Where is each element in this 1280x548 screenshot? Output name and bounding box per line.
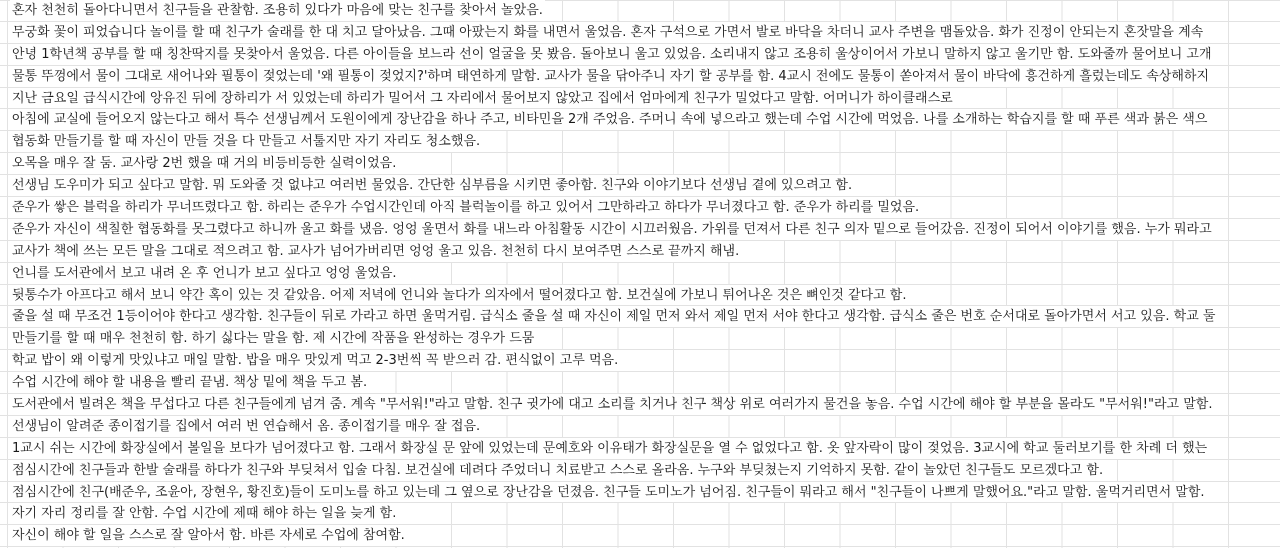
table-cell[interactable]: 점심시간에 친구들과 한발 술래를 하다가 친구와 부딪쳐서 입술 다침. 보건실에 데려다 주었더니 치료받고 스스로 올라옴. 누구와 부딪쳤는지 기억하지 못함. 같이 놀았던 친구들도 모르겠다고 함. [10, 460, 1105, 481]
table-cell[interactable]: 만들기를 할 때 매우 천천히 함. 하기 싫다는 말을 함. 제 시간에 작품을 완성하는 경우가 드뭄 [10, 328, 536, 349]
table-cell[interactable]: 협동화 만들기를 할 때 자신이 만들 것을 다 만들고 서툴지만 자기 자리도 청소했음. [10, 131, 482, 152]
table-cell[interactable]: 자기 자리 정리를 잘 안함. 수업 시간에 제때 해야 하는 일을 늦게 함. [10, 503, 398, 524]
table-cell[interactable]: 준우가 자신이 색칠한 협동화를 못그렸다고 하니까 울고 화를 냈음. 엉엉 울면서 화를 내느라 아침활동 시간이 시끄러웠음. 가위를 던져서 다른 친구 의자 밑으로 들어갔음. 진정이 되어서 이야기를 했음. 누가 뭐라고 [10, 219, 1214, 240]
table-cell[interactable]: 무궁화 꽃이 피었습니다 놀이를 할 때 친구가 술래를 한 대 치고 달아났음. 그때 아팠는지 화를 내면서 울었음. 혼자 구석으로 가면서 발로 바닥을 차더니 교사 주변을 맴돌았음. 화가 진정이 안되는지 혼잣말을 계속 [10, 22, 1205, 43]
table-cell[interactable]: 안녕 1학년책 공부를 할 때 칭찬딱지를 못찾아서 울었음. 다른 아이들을 보느라 선이 얼굴을 못 봤음. 돌아보니 울고 있었음. 소리내지 않고 조용히 울상이어서 가보니 말하지 않고 울기만 함. 도와줄까 물어보니 고개 [10, 44, 1214, 65]
table-row [0, 66, 1280, 88]
table-row [0, 372, 1280, 394]
table-row [0, 88, 1280, 110]
table-cell[interactable]: 줄을 설 때 무조건 1등이어야 한다고 생각함. 친구들이 뒤로 가라고 하면 울먹거림. 급식소 줄을 설 때 자신이 제일 먼저 와서 제일 먼저 서야 한다고 생각함. 급식소 줄은 번호 순서대로 돌아가면서 서고 있음. 학교 둘 [10, 306, 1217, 327]
table-cell[interactable]: 준우가 쌓은 블럭을 하리가 무너뜨렸다고 함. 하리는 준우가 수업시간인데 아직 블럭놀이를 하고 있어서 그만하라고 하다가 무너졌다고 함. 준우가 하리를 밀었음. [10, 197, 921, 218]
table-row [0, 482, 1280, 504]
table-row [0, 0, 1280, 22]
table-cell[interactable]: 선생님 도우미가 되고 싶다고 말함. 뭐 도와줄 것 없냐고 여러번 물었음. 간단한 심부름을 시키면 좋아함. 친구와 이야기보다 선생님 곁에 있으려고 함. [10, 175, 854, 196]
table-cell[interactable]: 점심시간에 친구(배준우, 조윤아, 장현우, 황진호)들이 도미노를 하고 있는데 그 옆으로 장난감을 던졌음. 친구들 도미노가 넘어짐. 친구들이 뭐라고 해서 "친구들이 나쁘게 말했어요."라고 말함. 울먹거리면서 말함. [10, 482, 1207, 503]
table-row [0, 350, 1280, 372]
table-row [0, 525, 1280, 547]
table-cell[interactable]: 혼자 천천히 돌아다니면서 친구들을 관찰함. 조용히 있다가 마음에 맞는 친구를 찾아서 놀았음. [10, 0, 545, 21]
table-row [0, 285, 1280, 307]
table-cell[interactable]: 도서관에서 빌려온 책을 무섭다고 다른 친구들에게 넘겨 줌. 계속 "무서워!"라고 말함. 친구 귓가에 대고 소리를 치거나 친구 책상 위로 여러가지 물건을 놓음. 수업 시간에 해야 할 부분을 몰라도 "무서워!"라고 말함. [10, 394, 1214, 415]
table-row [0, 131, 1280, 153]
table-row [0, 328, 1280, 350]
table-cell[interactable]: 자신이 해야 할 일을 스스로 잘 알아서 함. 바른 자세로 수업에 참여함. [10, 525, 407, 546]
table-cell[interactable]: 교사가 책에 쓰는 모든 말을 그대로 적으려고 함. 교사가 넘어가버리면 엉엉 울고 있음. 천천히 다시 보여주면 스스로 끝까지 해냄. [10, 241, 741, 262]
table-cell[interactable]: 뒷통수가 아프다고 해서 보니 약간 혹이 있는 것 같았음. 어제 저녁에 언니와 놀다가 의자에서 떨어졌다고 함. 보건실에 가보니 튀어나온 것은 뼈인것 같다고 함. [10, 285, 908, 306]
table-row [0, 22, 1280, 44]
table-cell[interactable]: 오목을 매우 잘 둠. 교사랑 2번 했을 때 거의 비등비등한 실력이었음. [10, 153, 398, 174]
table-cell[interactable]: 물통 뚜껑에서 물이 그대로 새어나와 필통이 젖었는데 '왜 필통이 젖었지?'하며 태연하게 말함. 교사가 물을 닦아주니 자기 할 공부를 함. 4교시 전에도 물통이 쏟아져서 물이 바닥에 흥건하게 흘렀는데도 속상해하지 [10, 66, 1211, 87]
table-row [0, 197, 1280, 219]
table-row [0, 175, 1280, 197]
table-cell[interactable]: 학교 밥이 왜 이렇게 맛있냐고 매일 말함. 밥을 매우 맛있게 먹고 2-3번씩 꼭 받으러 감. 편식없이 고루 먹음. [10, 350, 620, 371]
table-cell[interactable]: 선생님이 알려준 종이접기를 집에서 여러 번 연습해서 옴. 종이접기를 매우 잘 접음. [10, 416, 482, 437]
table-row [0, 219, 1280, 241]
table-row [0, 44, 1280, 66]
table-row [0, 394, 1280, 416]
table-row [0, 416, 1280, 438]
table-row [0, 460, 1280, 482]
table-row [0, 438, 1280, 460]
table-cell[interactable]: 수업 시간에 해야 할 내용을 빨리 끝냄. 책상 밑에 책을 두고 봄. [10, 372, 369, 393]
table-cell[interactable]: 언니를 도서관에서 보고 내려 온 후 언니가 보고 싶다고 엉엉 울었음. [10, 263, 399, 284]
table-row [0, 241, 1280, 263]
table-row [0, 153, 1280, 175]
table-row [0, 503, 1280, 525]
table-cell[interactable]: 1교시 쉬는 시간에 화장실에서 볼일을 보다가 넘어졌다고 함. 그래서 화장실 문 앞에 있었는데 문예호와 이유태가 화장실문을 열 수 없었다고 함. 옷 앞자락이 많이 젖었음. 3교시에 학교 둘러보기를 한 차례 더 했는 [10, 438, 1209, 459]
table-cell[interactable]: 아침에 교실에 들어오지 않는다고 해서 특수 선생님께서 도원이에게 장난감을 하나 주고, 비타민을 2개 주었음. 주머니 속에 넣으라고 했는데 수업 시간에 먹었음. 나를 소개하는 학습지를 할 때 푸른 색과 붉은 색으 [10, 109, 1209, 130]
table-row [0, 263, 1280, 285]
table-row [0, 109, 1280, 131]
table-cell[interactable]: 지난 금요일 급식시간에 앙유진 뒤에 장하리가 서 있었는데 하리가 밀어서 그 자리에서 물어보지 않았고 집에서 엄마에게 친구가 밀었다고 말함. 어머니가 하이클래스로 [10, 88, 955, 109]
table-row [0, 306, 1280, 328]
